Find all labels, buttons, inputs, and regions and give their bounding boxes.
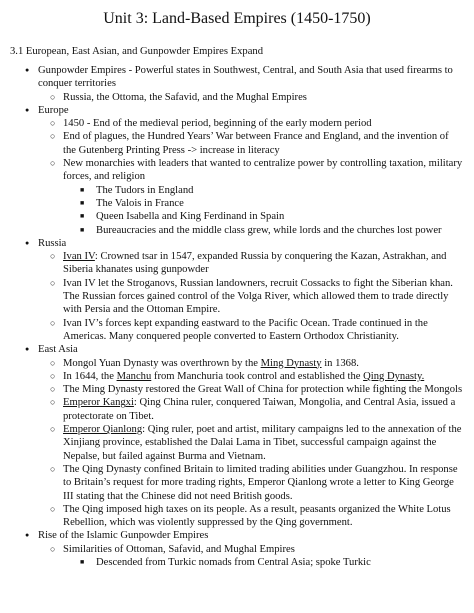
bullet-circle-icon: ○: [50, 251, 56, 262]
list-item: [0, 237, 474, 250]
list-item-text: Europe: [38, 104, 69, 116]
list-item: [0, 157, 474, 184]
bullet-square-icon: ■: [80, 225, 85, 234]
list-item-text: Mongol Yuan Dynasty was overthrown by the: [63, 357, 261, 369]
list-item-text: Queen Isabella and King Ferdinand in Spain: [96, 211, 285, 223]
list-item-text: Ivan IV let the Stroganovs, Russian landowners, recruit Cossacks to fight the Siberian khan. The Russian forces gained control of the Volga River, which allowed them to trade directly with Persia and the Ottoman Empire.: [63, 277, 453, 316]
bullet-circle-icon: ○: [50, 384, 56, 395]
bullet-circle-icon: ○: [50, 158, 56, 169]
list-item-text: Descended from Turkic nomads from Central Asia; spoke Turkic: [96, 556, 371, 568]
list-item: [0, 224, 474, 237]
bullet-circle-icon: ○: [50, 397, 56, 408]
list-item: [0, 529, 474, 542]
list-item-text: The Ming Dynasty restored the Great Wall of China for protection while fighting the Mongols: [63, 384, 463, 396]
list-item: [0, 503, 474, 530]
list-item-text: 1450 - End of the medieval period, beginning of the early modern period: [63, 118, 372, 130]
list-item: [0, 543, 474, 556]
list-item: [0, 64, 474, 91]
bullet-dot-icon: ●: [25, 66, 30, 74]
list-item: [0, 396, 474, 423]
list-item: [0, 184, 474, 197]
underlined-term: Qing Dynasty.: [363, 370, 425, 382]
list-item: [0, 210, 474, 223]
bullet-circle-icon: ○: [50, 131, 56, 142]
underlined-term: Ivan IV: [63, 251, 95, 263]
outline-list: [0, 64, 474, 569]
list-item: [0, 463, 474, 503]
list-item: [0, 91, 474, 104]
bullet-circle-icon: ○: [50, 543, 56, 554]
list-item-text: End of plagues, the Hundred Years’ War between France and England, and the invention of the Gutenberg Printing Press -> increase in literacy: [63, 131, 449, 156]
list-item-text: from Manchuria took control and established the: [151, 370, 364, 382]
bullet-dot-icon: ●: [25, 238, 30, 247]
underlined-term: Ming Dynasty: [260, 357, 322, 369]
bullet-circle-icon: ○: [50, 463, 56, 474]
list-item: [0, 357, 474, 370]
list-item: [0, 250, 474, 277]
list-item-text: : Crowned tsar in 1547, expanded Russia by conquering the Kazan, Astrakhan, and Siberia khanates using gunpowder: [63, 251, 447, 276]
bullet-circle-icon: ○: [50, 91, 56, 102]
bullet-dot-icon: ●: [25, 105, 30, 114]
underlined-term: Manchu: [116, 370, 152, 382]
list-item-text: Gunpowder Empires - Powerful states in Southwest, Central, and South Asia that used firearms to conquer territories: [38, 65, 453, 90]
list-item-text: Russia: [38, 237, 67, 249]
list-item-text: Rise of the Islamic Gunpowder Empires: [38, 530, 209, 542]
list-item: [0, 317, 474, 344]
bullet-dot-icon: ●: [25, 531, 30, 540]
bullet-circle-icon: ○: [50, 370, 56, 381]
bullet-square-icon: ■: [80, 198, 85, 207]
list-item: [0, 343, 474, 356]
list-item-text: Russia, the Ottoma, the Safavid, and the Mughal Empires: [63, 91, 307, 103]
list-item-text: Ivan IV’s forces kept expanding eastward to the Pacific Ocean. Trade continued in the Americas. Many conquered people converted to Eastern Orthodox Christianity.: [63, 317, 428, 342]
bullet-circle-icon: ○: [50, 357, 56, 368]
list-item-text: : Qing China ruler, conquered Taiwan, Mongolia, and Central Asia, issued a protectorate on Tibet.: [63, 397, 456, 422]
bullet-square-icon: ■: [80, 212, 85, 221]
bullet-circle-icon: ○: [50, 277, 56, 288]
list-item: [0, 130, 474, 157]
list-item-text: The Tudors in England: [96, 184, 194, 196]
list-item: [0, 383, 474, 396]
underlined-term: Emperor Kangxi: [63, 397, 134, 409]
list-item: [0, 104, 474, 117]
bullet-square-icon: ■: [80, 185, 85, 194]
list-item-text: East Asia: [38, 344, 78, 356]
list-item-text: Bureaucracies and the middle class grew, while lords and the churches lost power: [96, 224, 442, 236]
list-item: [0, 117, 474, 130]
list-item: [0, 423, 474, 463]
bullet-circle-icon: ○: [50, 424, 56, 435]
section-heading: 3.1 European, East Asian, and Gunpowder Empires Expand: [10, 46, 264, 57]
list-item: [0, 277, 474, 317]
bullet-circle-icon: ○: [50, 317, 56, 328]
list-item-text: in 1368.: [321, 357, 359, 369]
underlined-term: Emperor Qianlong: [63, 424, 143, 436]
bullet-square-icon: ■: [80, 557, 85, 566]
list-item-text: : Qing ruler, poet and artist, military campaigns led to the annexation of the Xinjiang province, established the Dalai Lama in Tibet, successful campaign against the Nepalse, but failed against Burma and Vietnam.: [63, 424, 462, 462]
bullet-dot-icon: ●: [25, 345, 30, 354]
list-item: [0, 370, 474, 383]
list-item-text: The Qing Dynasty confined Britain to limited trading abilities under Guangzhou. In response to Britain’s request for more trading rights, Emperor Qianlong wrote a letter to King George III stating that the Chinese did not need British goods.: [63, 463, 458, 502]
page-title: Unit 3: Land-Based Empires (1450-1750): [103, 10, 371, 27]
bullet-circle-icon: ○: [50, 118, 56, 129]
list-item-text: The Qing imposed high taxes on its people. As a result, peasants organized the White Lotus Rebellion, which was violently suppressed by the Qing government.: [63, 503, 451, 529]
list-item-text: Similarities of Ottoman, Safavid, and Mughal Empires: [63, 543, 295, 555]
list-item-text: New monarchies with leaders that wanted to centralize power by controlling taxation, military forces, and religion: [63, 158, 463, 183]
list-item-text: In 1644, the: [63, 370, 117, 382]
list-item: [0, 556, 474, 569]
list-item-text: The Valois in France: [96, 197, 184, 209]
bullet-circle-icon: ○: [50, 503, 56, 514]
list-item: [0, 197, 474, 210]
